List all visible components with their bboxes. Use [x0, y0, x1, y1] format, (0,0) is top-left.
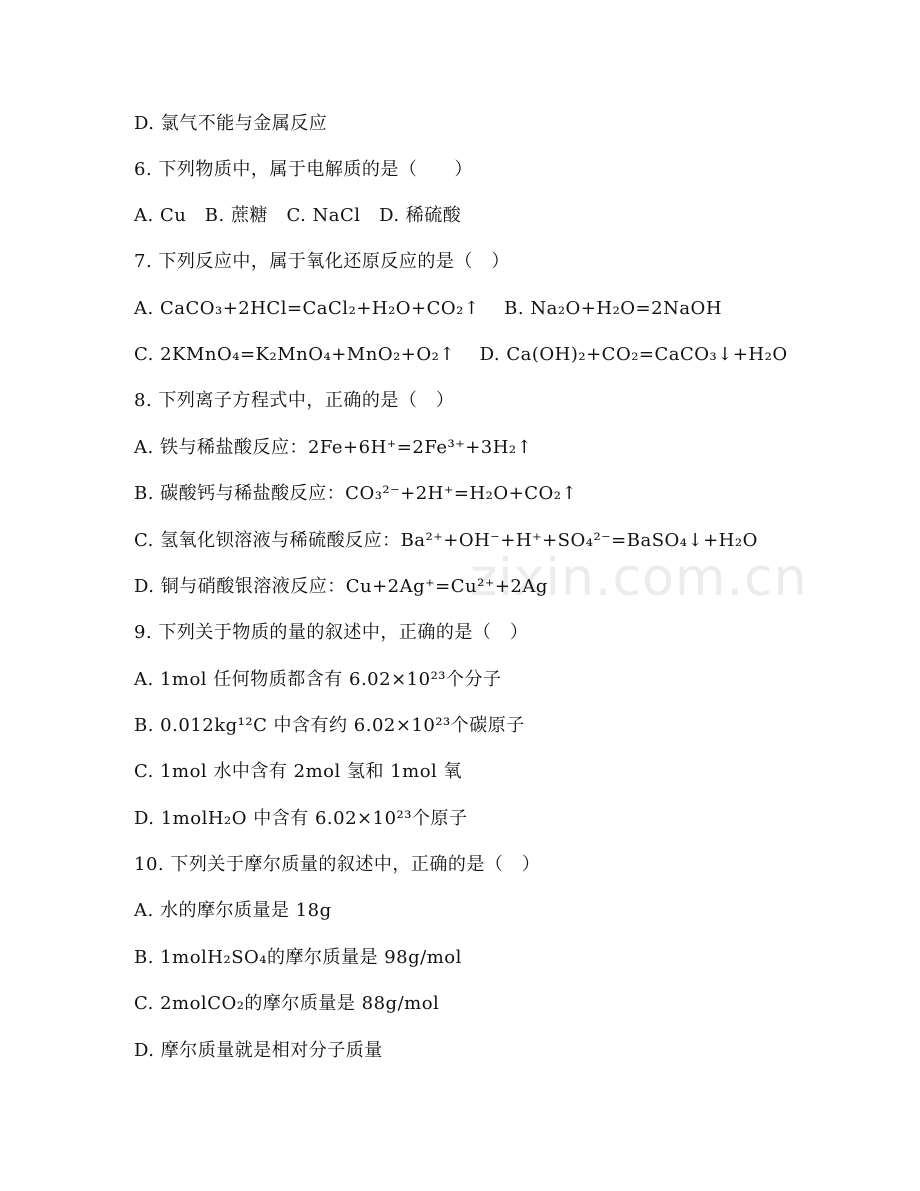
- question-7: 7. 下列反应中，属于氧化还原反应的是（ ）: [134, 251, 510, 272]
- option-10b: B. 1molH₂SO₄的摩尔质量是 98g/mol: [134, 947, 462, 968]
- option-10d: D. 摩尔质量就是相对分子质量: [134, 1040, 383, 1061]
- option-8d: D. 铜与硝酸银溶液反应：Cu+2Ag⁺=Cu²⁺+2Ag: [134, 576, 548, 597]
- option-8c: C. 氢氧化钡溶液与稀硫酸反应：Ba²⁺+OH⁻+H⁺+SO₄²⁻=BaSO₄↓+H₂O: [134, 530, 758, 551]
- option-8b: B. 碳酸钙与稀盐酸反应：CO₃²⁻+2H⁺=H₂O+CO₂↑: [134, 483, 578, 504]
- question-8: 8. 下列离子方程式中，正确的是（ ）: [134, 390, 455, 411]
- option-10a: A. 水的摩尔质量是 18g: [134, 900, 332, 921]
- watermark: zixin.com.cn: [470, 548, 808, 608]
- question-10: 10. 下列关于摩尔质量的叙述中，正确的是（ ）: [134, 854, 541, 875]
- option-9c: C. 1mol 水中含有 2mol 氢和 1mol 氧: [134, 761, 463, 782]
- question-6: 6. 下列物质中，属于电解质的是（ ）: [134, 159, 473, 180]
- option-9d: D. 1molH₂O 中含有 6.02×10²³个原子: [134, 808, 468, 829]
- option-5d: D. 氯气不能与金属反应: [134, 113, 328, 134]
- options-7-ab: A. CaCO₃+2HCl=CaCl₂+H₂O+CO₂↑ B. Na₂O+H₂O=2NaOH: [134, 298, 723, 319]
- options-7-cd: C. 2KMnO₄=K₂MnO₄+MnO₂+O₂↑ D. Ca(OH)₂+CO₂=CaCO₃↓+H₂O: [134, 344, 788, 365]
- option-8a: A. 铁与稀盐酸反应：2Fe+6H⁺=2Fe³⁺+3H₂↑: [134, 437, 533, 458]
- question-9: 9. 下列关于物质的量的叙述中，正确的是（ ）: [134, 622, 529, 643]
- option-10c: C. 2molCO₂的摩尔质量是 88g/mol: [134, 993, 440, 1014]
- option-9b: B. 0.012kg¹²C 中含有约 6.02×10²³个碳原子: [134, 715, 525, 736]
- options-6: A. Cu B. 蔗糖 C. NaCl D. 稀硫酸: [134, 205, 462, 226]
- option-9a: A. 1mol 任何物质都含有 6.02×10²³个分子: [134, 669, 502, 690]
